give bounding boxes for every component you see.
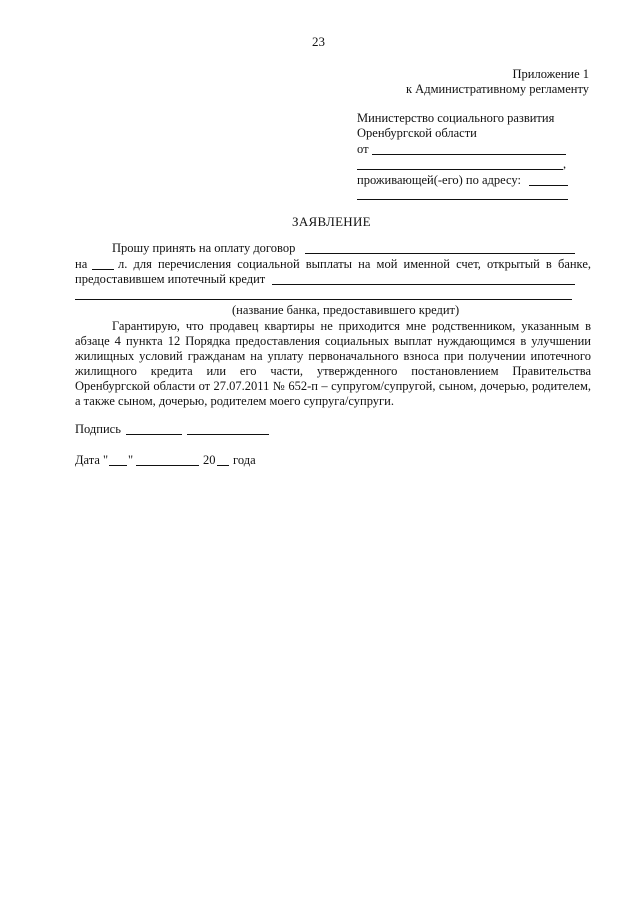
guarantee-paragraph: Гарантирую, что продавец квартиры не приходится мне родственником, указанным в абзаце 4 пункта 12 Порядка предоставления социальных выплат нуждающимся в улучшении жилищных условий гражданам на уплату первоначального взноса при получении ипотечного жилищного кредита или его части, утвержденного постановлением Правительства Оренбургской области от 27.07.2011 № 652-п – супругом/супругой, сыном, дочерью, родителем, а также сыном, дочерью, родителем моего супруга/супруги. [75, 319, 591, 408]
bank-blank-2 [75, 299, 572, 300]
date-quote-open: " [103, 453, 109, 467]
date-year-prefix: 20 [203, 453, 216, 467]
address-blank-2 [357, 199, 568, 200]
addressee-line-2: Оренбургской области [357, 126, 477, 140]
from-comma: , [563, 157, 567, 171]
bank-blank [272, 284, 575, 285]
address-label: проживающей(-его) по адресу: [357, 173, 521, 187]
from-blank [372, 154, 566, 155]
from-label: от [357, 142, 369, 156]
bank-text: предоставившем ипотечный кредит [75, 272, 266, 286]
date-year-suffix: года [233, 453, 256, 467]
pages-prefix: на [75, 257, 88, 271]
signature-blank-2 [187, 434, 269, 435]
contract-request-text: Прошу принять на оплату договор [112, 241, 296, 255]
address-blank [529, 185, 568, 186]
date-day-blank [109, 465, 127, 466]
date-month-blank [136, 465, 199, 466]
date-label: Дата [75, 453, 100, 467]
addressee-line-1: Министерство социального развития [357, 111, 555, 125]
signature-blank-1 [126, 434, 182, 435]
bank-caption: (название банка, предоставившего кредит) [232, 303, 460, 317]
document-title: ЗАЯВЛЕНИЕ [292, 214, 371, 229]
appendix-line-2: к Административному регламенту [405, 82, 589, 96]
appendix-line-1: Приложение 1 [512, 67, 589, 81]
pages-text: л. для перечисления социальной выплаты на мой именной счет, открытый в банке, [118, 257, 591, 271]
date-year-blank [217, 465, 229, 466]
page-number: 23 [312, 34, 325, 49]
contract-blank [305, 253, 575, 254]
signature-label: Подпись [75, 422, 121, 436]
from-blank-2 [357, 169, 563, 170]
pages-blank [92, 269, 114, 270]
date-quote-close: " [128, 453, 134, 467]
